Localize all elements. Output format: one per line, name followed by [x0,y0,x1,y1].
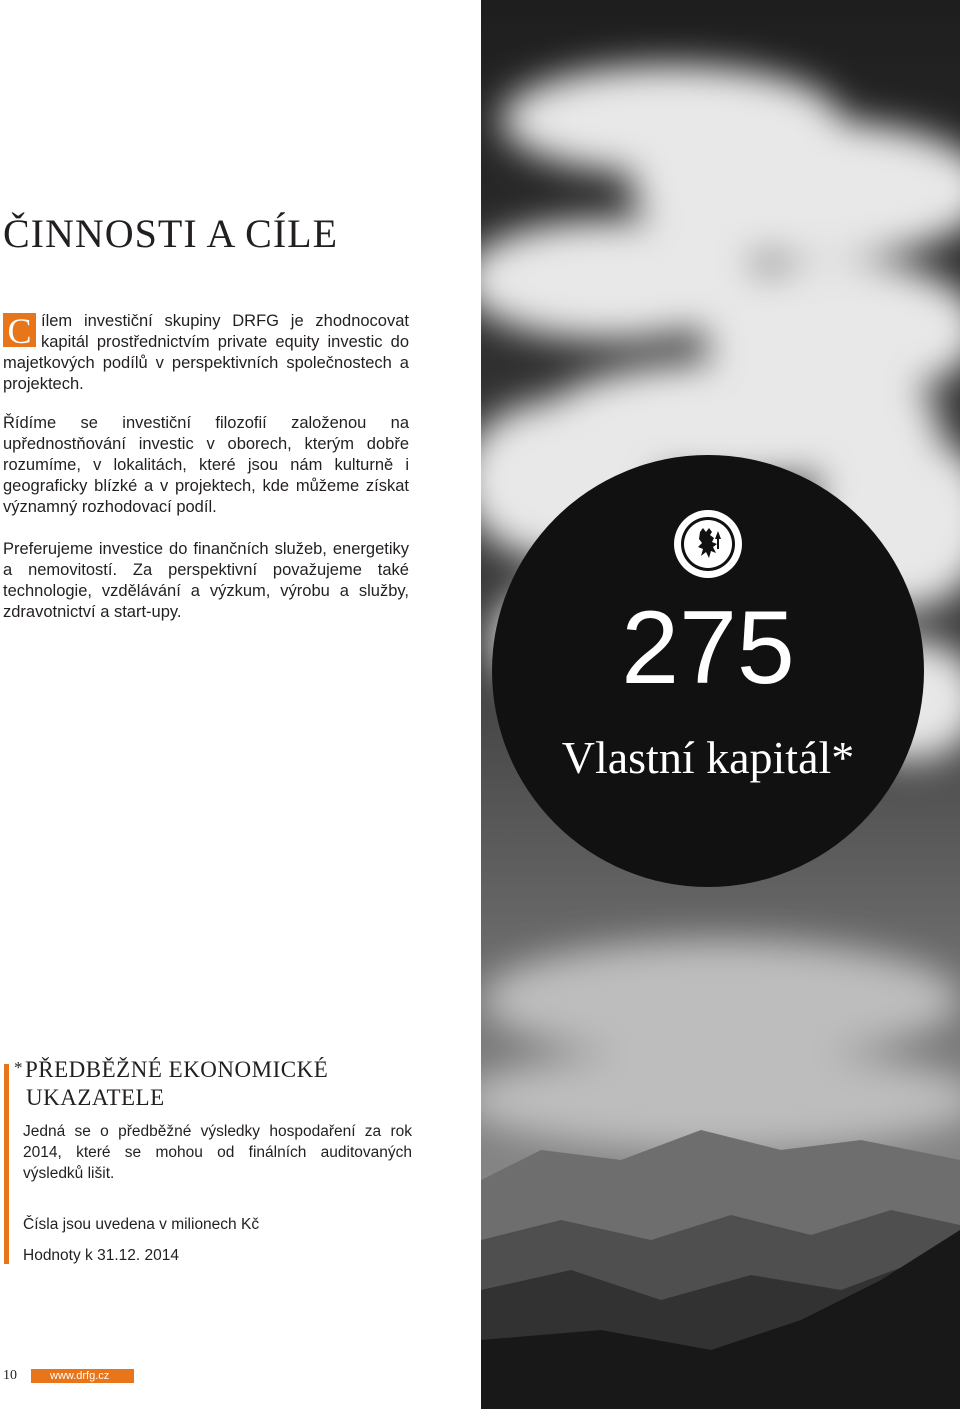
lion-emblem-icon [673,509,743,579]
note-accent-bar [4,1064,9,1264]
note-text-preliminary: Jedná se o předběžné výsledky hospodaření za rok 2014, které se mohou od finálních auditovaných výsledků lišit. [23,1123,412,1182]
intro-text: ílem investiční skupiny DRFG je zhodnocovat kapitál prostřednictvím private equity investic do majetkových podílů v perspektivních společnostech a projektech. [3,312,409,393]
note-text-units: Čísla jsou uvedena v milionech Kč [23,1216,260,1233]
note-title-line2: UKAZATELE [26,1085,165,1110]
philosophy-paragraph: Řídíme se investiční filozofií založenou na upřednostňování investic v oborech, kterým dobře rozumíme, v lokalitách, které jsou nám kulturně i geograficky blízké a v projektech, kde můžeme získat významný rozhodovací podíl. [3,414,409,516]
note-title [14,1054,328,1112]
note-star: * [14,1058,23,1077]
page-title: ČINNOSTI A CÍLE [3,211,338,256]
website-link[interactable]: www.drfg.cz [31,1369,134,1383]
equity-label: Vlastní kapitál* [561,732,855,783]
drop-cap: C [3,313,36,347]
note-text-date: Hodnoty k 31.12. 2014 [23,1247,179,1264]
intro-paragraph [3,311,409,395]
equity-value: 275 [621,590,795,706]
highlight-circle [492,455,924,887]
page-number: 10 [3,1368,17,1383]
note-title-line1: PŘEDBĚŽNÉ EKONOMICKÉ [25,1057,329,1082]
preferences-paragraph: Preferujeme investice do finančních služeb, energetiky a nemovitostí. Za perspektivní považujeme také technologie, vzdělávání a výzkum, výrobu a služby, zdravotnictví a start-upy. [3,540,409,621]
